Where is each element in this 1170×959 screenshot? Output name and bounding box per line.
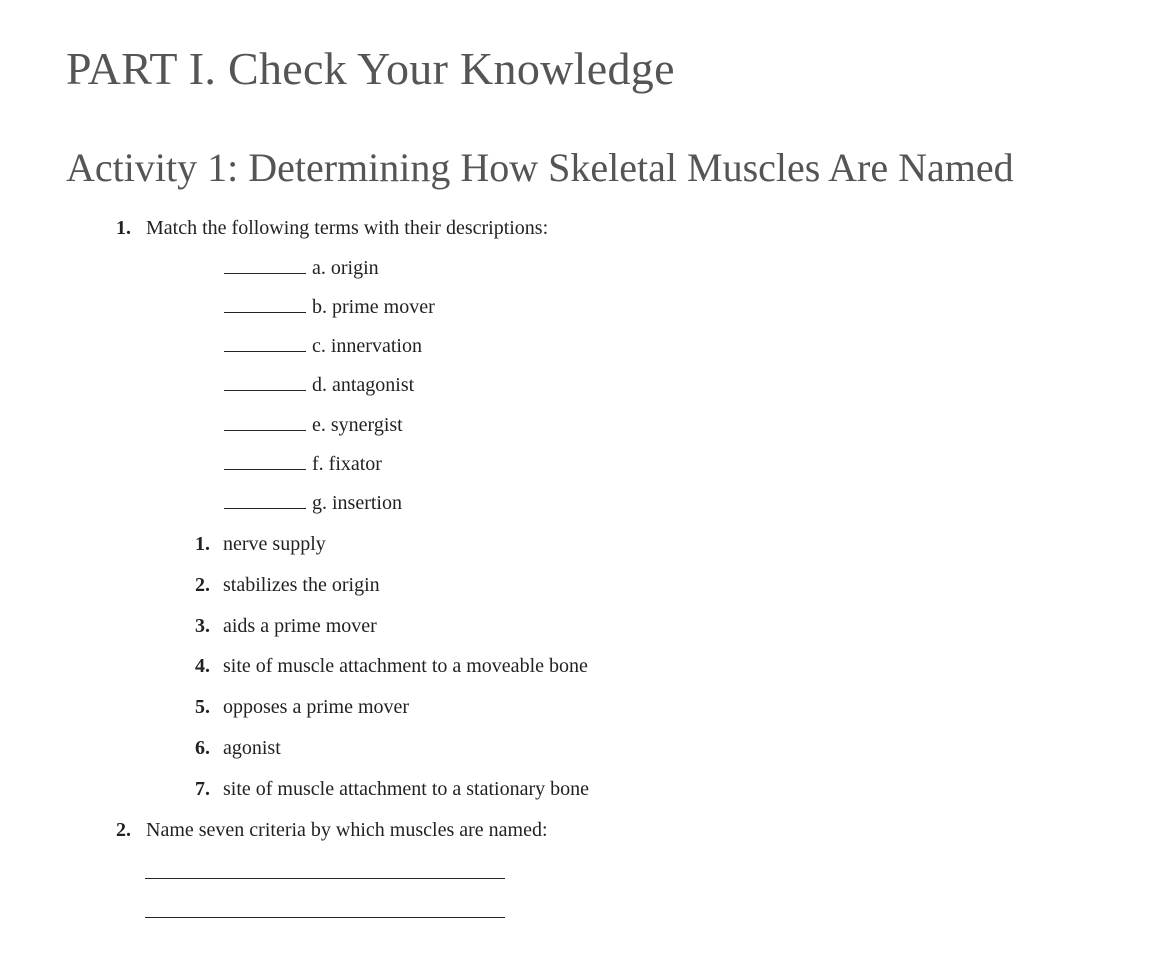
question-2 [116, 819, 548, 842]
description-number: 2. [195, 574, 210, 596]
description-number: 4. [195, 655, 210, 677]
description-text: stabilizes the origin [223, 574, 380, 596]
description-text: site of muscle attachment to a stationary bone [223, 778, 589, 800]
description-item [195, 737, 281, 760]
question-number: 2. [116, 819, 131, 841]
activity-title: Activity 1: Determining How Skeletal Muscles Are Named [66, 145, 1014, 190]
description-item [195, 778, 589, 801]
term-item [224, 374, 414, 397]
description-text: site of muscle attachment to a moveable bone [223, 655, 588, 677]
answer-blank[interactable] [224, 376, 306, 391]
term-label: g. insertion [312, 492, 402, 514]
description-text: nerve supply [223, 533, 326, 555]
question-1 [116, 217, 548, 240]
term-item [224, 492, 402, 515]
part-title: PART I. Check Your Knowledge [66, 43, 675, 94]
term-label: e. synergist [312, 414, 403, 436]
term-label: b. prime mover [312, 296, 435, 318]
description-number: 5. [195, 696, 210, 718]
description-text: opposes a prime mover [223, 696, 410, 718]
question-prompt: Name seven criteria by which muscles are named: [146, 819, 548, 841]
answer-blank[interactable] [224, 455, 306, 470]
question-number: 1. [116, 217, 131, 239]
term-label: c. innervation [312, 335, 422, 357]
term-label: d. antagonist [312, 374, 415, 396]
description-item [195, 533, 326, 556]
description-item [195, 696, 409, 719]
description-number: 7. [195, 778, 210, 800]
description-text: aids a prime mover [223, 615, 377, 637]
answer-blank[interactable] [224, 259, 306, 274]
answer-blank[interactable] [224, 494, 306, 509]
description-number: 3. [195, 615, 210, 637]
term-label: a. origin [312, 257, 379, 279]
term-item [224, 453, 382, 476]
answer-blank[interactable] [224, 416, 306, 431]
answer-line[interactable] [145, 917, 505, 918]
term-item [224, 414, 403, 437]
description-number: 6. [195, 737, 210, 759]
answer-blank[interactable] [224, 337, 306, 352]
term-label: f. fixator [312, 453, 382, 475]
description-text: agonist [223, 737, 281, 759]
term-item [224, 296, 435, 319]
description-number: 1. [195, 533, 210, 555]
description-item [195, 574, 380, 597]
description-item [195, 655, 588, 678]
answer-line[interactable] [145, 878, 505, 879]
term-item [224, 335, 422, 358]
question-prompt: Match the following terms with their descriptions: [146, 217, 549, 239]
term-item [224, 257, 379, 280]
answer-blank[interactable] [224, 298, 306, 313]
description-item [195, 615, 377, 638]
